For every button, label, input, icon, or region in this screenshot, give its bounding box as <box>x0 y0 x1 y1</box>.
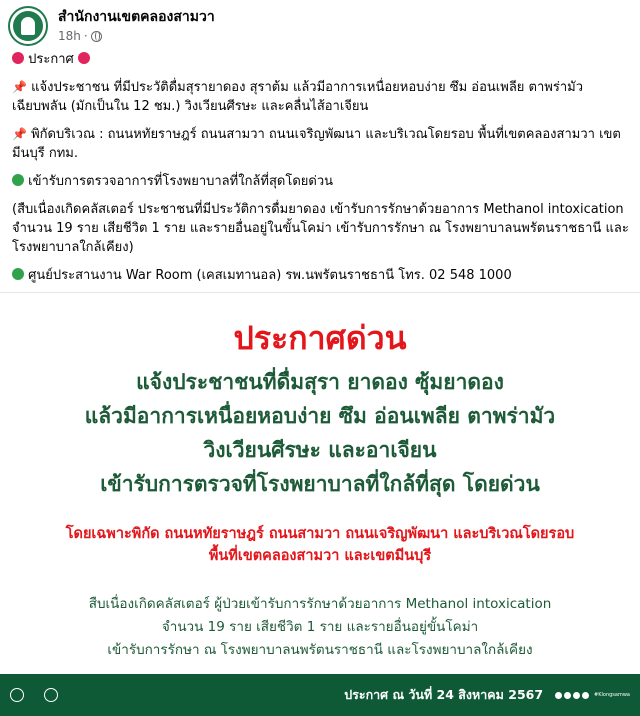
announce-line <box>12 50 632 69</box>
footer-social <box>555 692 630 699</box>
paragraph-hospital <box>12 172 632 191</box>
poster-line: แจ้งประชาชนที่ดื่มสุรา ยาดอง ซุ้มยาดอง <box>136 370 504 394</box>
line-icon <box>564 692 571 699</box>
paragraph-notice <box>12 78 632 116</box>
post-time[interactable]: 18h <box>58 29 81 43</box>
post-text <box>12 50 632 294</box>
paragraph-warroom-text: ศูนย์ประสานงาน War Room (เคสเมทานอล) รพ.นพรัตนราชธานี โทร. 02 548 1000 <box>28 268 512 283</box>
green-circle-icon <box>12 174 24 186</box>
avatar[interactable] <box>8 6 48 46</box>
seal-icon <box>10 688 24 702</box>
poster-info-line: เข้ารับการรักษา ณ โรงพยาบาลนพรัตนราชธานี และโรงพยาบาลใกล้เคียง <box>107 642 533 658</box>
poster-red-line: พื้นที่เขตคลองสามวา และเขตมีนบุรี <box>208 548 432 564</box>
poster-info-line: จำนวน 19 ราย เสียชีวิต 1 ราย และรายอื่นอยู่ขั้นโคม่า <box>161 619 479 635</box>
twitter-icon <box>582 692 589 699</box>
poster-line: แล้วมีอาการเหนื่อยหอบง่าย ซึม อ่อนเพลีย ตาพร่ามัว <box>84 404 556 428</box>
paragraph-hospital-text: เข้ารับการตรวจอาการที่โรงพยาบาลที่ใกล้ที่สุดโดยด่วน <box>28 174 334 189</box>
paragraph-location-text: พิกัดบริเวณ : ถนนหทัยราษฎร์ ถนนสามวา ถนนเจริญพัฒนา และบริเวณโดยรอบ พื้นที่เขตคลองสามวา เขตมีนบุรี กทม. <box>12 127 621 161</box>
green-circle-icon <box>12 268 24 280</box>
poster-location-text <box>0 523 640 567</box>
poster-line: วิงเวียนศีรษะ และอาเจียน <box>203 438 437 462</box>
announce-label: ประกาศ <box>28 52 74 67</box>
meta-separator: · <box>83 29 88 43</box>
globe-icon <box>91 31 102 42</box>
social-handle: #Klongsamwa <box>594 692 630 698</box>
red-circle-icon <box>12 52 24 64</box>
district-logo <box>44 688 64 702</box>
poster-info-line: สืบเนื่องเกิดคลัสเตอร์ ผู้ป่วยเข้ารับการรักษาด้วยอาการ Methanol intoxication <box>88 596 552 612</box>
pushpin-icon: 📌 <box>12 80 27 94</box>
seal-icon <box>44 688 58 702</box>
poster-red-line: โดยเฉพาะพิกัด ถนนหทัยราษฎร์ ถนนสามวา ถนนเจริญพัฒนา และบริเวณโดยรอบ <box>65 526 575 542</box>
paragraph-location <box>12 125 632 163</box>
post-header <box>8 6 215 46</box>
poster-line: เข้ารับการตรวจที่โรงพยาบาลที่ใกล้ที่สุด โดยด่วน <box>100 472 540 496</box>
bma-logo <box>10 688 30 702</box>
instagram-icon <box>573 692 580 699</box>
facebook-icon <box>555 692 562 699</box>
footer-date: ประกาศ ณ วันที่ 24 สิงหาคม 2567 <box>344 687 544 702</box>
poster-title: ประกาศด่วน <box>233 319 407 357</box>
post-meta <box>58 28 215 44</box>
pushpin-icon: 📌 <box>12 127 27 141</box>
avatar-logo-icon <box>13 11 43 41</box>
page-name[interactable]: สำนักงานเขตคลองสามวา <box>58 9 215 25</box>
poster-info-text <box>0 593 640 662</box>
post-image[interactable] <box>0 292 640 716</box>
paragraph-cluster: (สืบเนื่องเกิดคลัสเตอร์ ประชาชนที่มีประวัติการดื่มยาดอง เข้ารับการรักษาด้วยอาการ Methanol intoxication จำนวน 19 ราย เสียชีวิต 1 ราย และรายอื่นอยู่ในขั้นโคม่า เข้ารับการรักษา ณ โรงพยาบาลนพรัตนราชธานี และโรงพยาบาลใกล้เคียง) <box>12 202 629 255</box>
footer-logos <box>10 688 64 702</box>
paragraph-notice-text: แจ้งประชาชน ที่มีประวัติดื่มสุรายาดอง สุราต้ม แล้วมีอาการเหนื่อยหอบง่าย ซึม อ่อนเพลีย ตาพร่ามัว เฉียบพลัน (มักเป็นใน 12 ชม.) วิงเวียนศีรษะ และคลื่นไส้อาเจียน <box>12 80 583 114</box>
red-circle-icon <box>78 52 90 64</box>
paragraph-warroom <box>12 266 632 285</box>
poster-footer <box>0 674 640 716</box>
poster-main-text <box>0 365 640 501</box>
